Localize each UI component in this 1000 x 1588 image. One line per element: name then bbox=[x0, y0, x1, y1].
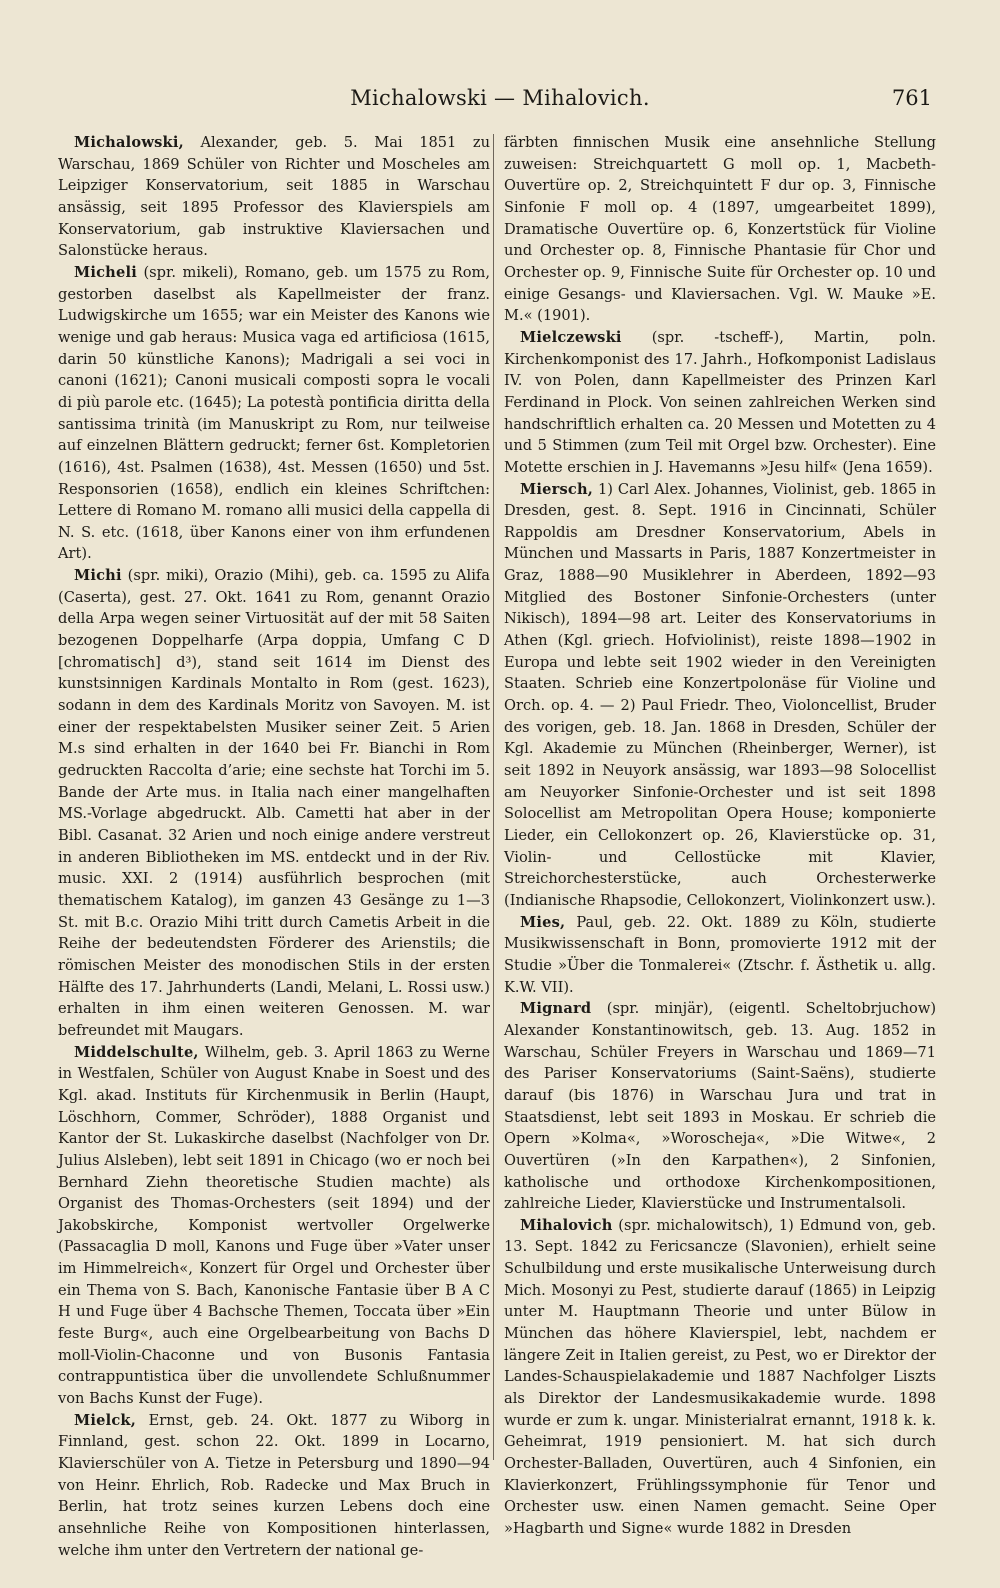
entry bbox=[504, 1215, 936, 1540]
column-divider bbox=[493, 134, 494, 1460]
entry-text: färbten finnischen Musik eine ansehnliche Stellung zuweisen: Streichquartett G moll op. 1, Macbeth-Ouvertüre op. 2, Streichquintett F dur op. 3, Finnische Sinfonie F moll op. 4 (1897, umgearbeitet 1899), Dramatische Ouvertüre op. 6, Konzertstück für Violine und Orchester op. 8, Finnische Phantasie für Chor und Orchester op. 9, Finnische Suite für Orchester op. 10 und einige Gesangs- und Klaviersachen. Vgl. W. Mauke »E. M.« (1901). bbox=[504, 134, 936, 325]
entry-continuation bbox=[504, 132, 936, 327]
entry bbox=[504, 998, 936, 1215]
entry-text: (spr. minjär), (eigentl. Scheltobrjuchow) Alexander Konstantinowitsch, geb. 13. Aug. 1852 in Warschau, Schüler Freyers in Warschau und 1869—71 des Pariser Konservatoriums (Saint-Saëns), studierte darauf (bis 1876) in Warschau Jura und trat in Staatsdienst, lebt seit 1893 in Moskau. Er schrieb die Opern »Kolma«, »Woroscheja«, »Die Witwe«, 2 Ouvertüren (»In den Karpathen«), 2 Sinfonien, katholische und orthodoxe Kirchenkompositionen, zahlreiche Lieder, Klavierstücke und Instrumentalsoli. bbox=[504, 1000, 937, 1213]
entry-headword: Mies, bbox=[520, 913, 566, 931]
entry-headword: Mielck, bbox=[74, 1411, 137, 1429]
header-title: Michalowski — Mihalovich. bbox=[350, 86, 650, 110]
entry-text: Paul, geb. 22. Okt. 1889 zu Köln, studierte Musikwissenschaft in Bonn, promovierte 1912 mit der Studie »Über die Tonmalerei« (Ztschr. f. Ästhetik u. allg. K.W. VII). bbox=[504, 913, 936, 996]
entry-headword: Mignard bbox=[520, 1000, 592, 1018]
entry bbox=[58, 565, 490, 1041]
entry-headword: Michi bbox=[74, 567, 122, 585]
entry-headword: Miersch, bbox=[520, 480, 594, 498]
entry-text: (spr. miki), Orazio (Mihi), geb. ca. 1595 zu Alifa (Caserta), gest. 27. Okt. 1641 zu Rom, genannt Orazio della Arpa wegen seiner Virtuosität auf der mit 58 Saiten bezogenen Doppelharfe (Arpa doppia, Umfang C D [chromatisch] d³), stand seit 1614 im Dienst des kunstsinnigen Kardinals Montalto in Rom (gest. 1623), sodann in dem des Kardinals Moritz von Savoyen. M. ist einer der respektabelsten Musiker seiner Zeit. 5 Arien M.s sind erhalten in der 1640 bei Fr. Bianchi in Rom gedruckten Raccolta d’arie; eine sechste hat Torchi im 5. Bande der Arte mus. in Italia nach einer mangelhaften MS.-Vorlage abgedruckt. Alb. Cametti hat aber in der Bibl. Casanat. 32 Arien und noch einige andere verstreut in anderen Bibliotheken im MS. entdeckt und in der Riv. music. XXI. 2 (1914) ausführlich besprochen (mit thematischem Katalog), im ganzen 43 Gesänge zu 1—3 St. mit B.c. Orazio Mihi tritt durch Cametis Arbeit in die Reihe der bedeutendsten Förderer des Arienstils; die römischen Meister des monodischen Stils in der ersten Hälfte des 17. Jahrhunderts (Landi, Melani, L. Rossi usw.) erhalten in ihm einen weiteren Genossen. M. war befreundet mit Maugars. bbox=[58, 567, 490, 1039]
entry-text: Ernst, geb. 24. Okt. 1877 zu Wiborg in Finnland, gest. schon 22. Okt. 1899 in Locarno, Klavierschüler von A. Tietze in Petersburg und 1890—94 von Heinr. Ehrlich, Rob. Radecke und Max Bruch in Berlin, hat trotz seines kurzen Lebens doch eine ansehnliche Reihe von Kompositionen hinterlassen, welche ihm unter den Vertretern der national ge- bbox=[58, 1411, 491, 1559]
entry-headword: Michalowski, bbox=[74, 134, 184, 151]
right-column bbox=[504, 132, 936, 1540]
entry bbox=[504, 327, 936, 479]
entry bbox=[504, 479, 936, 912]
entry bbox=[58, 132, 490, 262]
entry-text: (spr. -tscheff-), Martin, poln. Kirchenkomponist des 17. Jahrh., Hofkomponist Ladislaus IV. von Polen, dann Kapellmeister des Prinzen Karl Ferdinand in Plock. Von seinen zahlreichen Werken sind handschriftlich erhalten ca. 20 Messen und Motetten zu 4 und 5 Stimmen (zum Teil mit Orgel bzw. Orchester). Eine Motette erschien in J. Havemanns »Jesu hilf« (Jena 1659). bbox=[504, 328, 936, 476]
entry-headword: Micheli bbox=[74, 263, 137, 281]
entry bbox=[504, 912, 936, 999]
running-header bbox=[60, 86, 940, 122]
entry-text: Wilhelm, geb. 3. April 1863 zu Werne in Westfalen, Schüler von August Knabe in Soest und des Kgl. akad. Instituts für Kirchenmusik in Berlin (Haupt, Löschhorn, Commer, Schröder), 1888 Organist und Kantor der St. Lukaskirche daselbst (Nachfolger von Dr. Julius Alsleben), lebt seit 1891 in Chicago (wo er noch bei Bernhard Ziehn theoretische Studien machte) als Organist des Thomas-Orchesters (seit 1894) und der Jakobskirche, Komponist wertvoller Orgelwerke (Passacaglia D moll, Kanons und Fuge über »Vater unser im Himmelreich«, Konzert für Orgel und Orchester über ein Thema von S. Bach, Kanonische Fantasie über B A C H und Fuge über 4 Bachsche Themen, Toccata über »Ein feste Burg«, auch eine Orgelbearbeitung von Bachs D moll-Violin-Chaconne und von Busonis Fantasia contrappuntistica über die unvollendete Schlußnummer von Bachs Kunst der Fuge). bbox=[58, 1043, 491, 1408]
entry-text: (spr. mikeli), Romano, geb. um 1575 zu Rom, gestorben daselbst als Kapellmeister der franz. Ludwigskirche um 1655; war ein Meister des Kanons wie wenige und gab heraus: Musica vaga ed artificiosa (1615, darin 50 künstliche Kanons); Madrigali a sei voci in canoni (1621); Canoni musicali composti sopra le vocali di più parole etc. (1645); La potestà pontificia diritta della santissima trinità (im Manuskript zu Rom, nur teilweise auf einzelnen Blättern gedruckt; ferner 6st. Kompletorien (1616), 4st. Psalmen (1638), 4st. Messen (1650) und 5st. Responsorien (1658), endlich ein kleines Schriftchen: Lettere di Romano M. romano alli musici della cappella di N. S. etc. (1618, über Kanons einer von ihm erfundenen Art). bbox=[58, 263, 491, 563]
entry bbox=[58, 1042, 490, 1410]
entry bbox=[58, 262, 490, 565]
page-number: 761 bbox=[891, 86, 932, 110]
entry-headword: Mielczewski bbox=[520, 328, 622, 346]
left-column bbox=[58, 132, 490, 1561]
entry-headword: Mihalovich bbox=[520, 1216, 613, 1234]
entry-text: Alexander, geb. 5. Mai 1851 zu Warschau, 1869 Schüler von Richter und Moscheles am Leipziger Konservatorium, seit 1885 in Warschau ansässig, seit 1895 Professor des Klavierspiels am Konservatorium, gab instruktive Klaviersachen und Salonstücke heraus. bbox=[58, 134, 491, 260]
entry-text: 1) Carl Alex. Johannes, Violinist, geb. 1865 in Dresden, gest. 8. Sept. 1916 in Cincinnati, Schüler Rappoldis am Dresdner Konservatorium, Abels in München und Massarts in Paris, 1887 Konzertmeister in Graz, 1888—90 Musiklehrer in Aberdeen, 1892—93 Mitglied des Bostoner Sinfonie-Orchesters (unter Nikisch), 1894—98 art. Leiter des Konservatoriums in Athen (Kgl. griech. Hofviolinist), reiste 1898—1902 in Europa und lebte seit 1902 wieder in den Vereinigten Staaten. Schrieb eine Konzertpolonäse für Violine und Orch. op. 4. — 2) Paul Friedr. Theo, Violoncellist, Bruder des vorigen, geb. 18. Jan. 1868 in Dresden, Schüler der Kgl. Akademie zu München (Rheinberger, Werner), ist seit 1892 in Neuyork ansässig, war 1893—98 Solocellist am Neuyorker Sinfonie-Orchester und ist seit 1898 Solocellist am Metropolitan Opera House; komponierte Lieder, ein Cellokonzert op. 26, Klavierstücke op. 31, Violin- und Cellostücke mit Klavier, Streichorchesterstücke, auch Orchesterwerke (Indianische Rhapsodie, Cellokonzert, Violinkonzert usw.). bbox=[504, 480, 936, 909]
entry-text: (spr. michalowitsch), 1) Edmund von, geb. 13. Sept. 1842 zu Fericsancze (Slavonien), erhielt seine Schulbildung und erste musikalische Unterweisung durch Mich. Mosonyi zu Pest, studierte darauf (1865) in Leipzig unter M. Hauptmann Theorie und unter Bülow in München das höhere Klavierspiel, lebt, nachdem er längere Zeit in Italien gereist, zu Pest, wo er Direktor der Landes-Schauspielakademie und 1887 Nachfolger Liszts als Direktor der Landesmusikakademie wurde. 1898 wurde er zum k. ungar. Ministerialrat ernannt, 1918 k. k. Geheimrat, 1919 pensioniert. M. hat sich durch Orchester-Balladen, Ouvertüren, auch 4 Sinfonien, ein Klavierkonzert, Frühlingssymphonie für Tenor und Orchester usw. einen Namen gemacht. Seine Oper »Hagbarth und Signe« wurde 1882 in Dresden bbox=[504, 1216, 936, 1537]
entry-headword: Middelschulte, bbox=[74, 1043, 199, 1061]
entry bbox=[58, 1410, 490, 1562]
